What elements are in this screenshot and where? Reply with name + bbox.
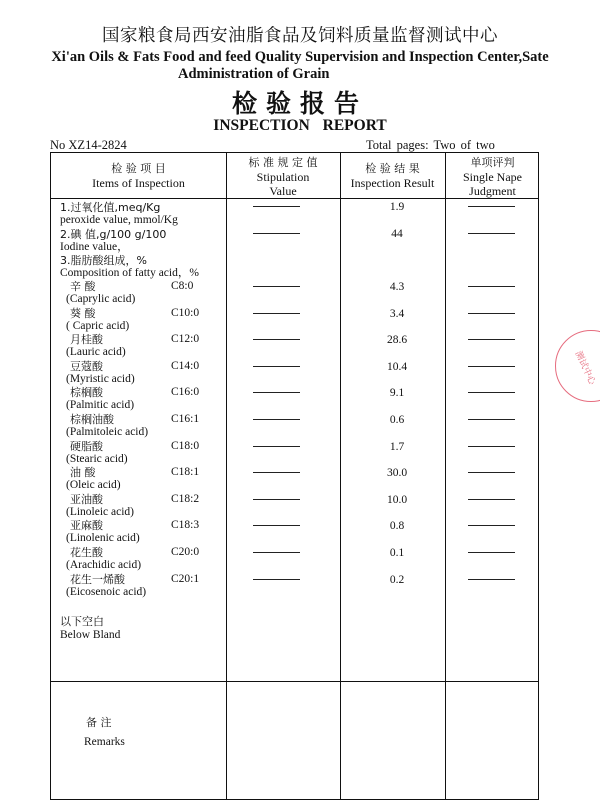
judgment-dash: [468, 313, 515, 314]
inspection-table: [50, 152, 539, 800]
header-result-cn: 检 验 结 果: [365, 162, 420, 175]
fatty-acid-name-en: (Myristic acid): [66, 372, 135, 385]
inspection-result: 4.3: [389, 281, 405, 293]
header-result-en: Inspection Result: [350, 176, 435, 190]
stipulation-dash: [253, 446, 300, 447]
fatty-acid-name-cn: 油 酸: [70, 466, 96, 480]
header-judgment: [445, 156, 540, 198]
stipulation-dash: [253, 552, 300, 553]
fatty-acid-name-en: (Linoleic acid): [66, 505, 135, 518]
stipulation-dash: [253, 366, 300, 367]
item-name-en: peroxide value, mmol/Kg: [60, 214, 178, 226]
fatty-acid-code: C16:0: [171, 386, 200, 399]
remarks-divider: [51, 681, 538, 682]
stipulation-dash: [253, 313, 300, 314]
fatty-acid-code: C10:0: [171, 306, 200, 319]
below-blank-en: Below Bland: [60, 629, 121, 641]
organization-name-en-line1: Xi'an Oils & Fats Food and feed Quality Supervision and Inspection Center,Sate: [51, 49, 549, 65]
fatty-acid-code: C20:0: [171, 546, 200, 558]
stipulation-dash: [253, 233, 300, 234]
stipulation-dash: [253, 472, 300, 473]
fatty-acid-name-cn: 豆蔻酸: [70, 359, 103, 373]
inspection-result: 10.0: [386, 493, 408, 506]
total-pages: Total pages: Two of two: [366, 138, 495, 152]
fatty-acid-name-en: (Stearic acid): [66, 452, 128, 465]
judgment-dash: [468, 579, 515, 580]
fatty-acid-name-cn: 葵 酸: [70, 306, 96, 320]
header-stipulation-en: Stipulation: [256, 170, 310, 184]
judgment-dash: [468, 499, 515, 500]
judgment-dash: [468, 339, 515, 340]
header-items: [51, 162, 226, 190]
fatty-acid-name-en: (Linolenic acid): [66, 532, 140, 545]
fatty-acid-code: C20:1: [171, 572, 200, 585]
fatty-acid-code: C18:0: [171, 439, 200, 452]
stipulation-dash: [253, 339, 300, 340]
header-result: [340, 162, 445, 190]
judgment-dash: [468, 525, 515, 526]
fatty-acid-name-en: (Palmitoleic acid): [66, 426, 149, 438]
fatty-acid-name-en: ( Capric acid): [66, 319, 130, 332]
inspection-result: 30.0: [386, 467, 408, 480]
stipulation-dash: [253, 286, 300, 287]
header-items-cn: 检 验 项 目: [111, 162, 166, 175]
remarks-label-en: Remarks: [84, 736, 125, 748]
fatty-acid-code: C18:2: [171, 492, 200, 505]
stipulation-dash: [253, 499, 300, 500]
stipulation-dash: [253, 579, 300, 580]
header-stipulation-en2: Value: [269, 184, 297, 198]
header-divider: [51, 198, 538, 199]
inspection-result: 1.7: [389, 440, 405, 453]
column-divider: [226, 153, 227, 799]
inspection-result: 28.6: [386, 334, 408, 347]
inspection-result: 10.4: [386, 360, 408, 373]
fatty-acid-name-en: (Palmitic acid): [66, 399, 135, 412]
fatty-acid-name-en: (Eicosenoic acid): [66, 585, 147, 598]
fatty-acid-code: C8:0: [171, 280, 194, 292]
inspection-result: 0.1: [389, 547, 405, 559]
header-judgment-en: Single Nape: [463, 170, 522, 184]
fatty-acid-name-cn: 棕榈酸: [70, 386, 103, 400]
fatty-acid-name-en: (Lauric acid): [66, 346, 126, 359]
fatty-acid-code: C12:0: [171, 333, 200, 346]
item-name-cn: 1.过氧化值,meq/Kg: [60, 201, 161, 214]
header-stipulation-cn: 标 准 规 定 值: [248, 156, 318, 169]
fatty-acid-name-cn: 花生一烯酸: [70, 572, 125, 586]
stipulation-dash: [253, 392, 300, 393]
fatty-acid-name-cn: 硬脂酸: [70, 439, 103, 453]
section-title-cn: 3.脂肪酸组成，%: [60, 254, 147, 267]
official-stamp: [555, 330, 600, 402]
item-name-cn: 2.碘 值,g/100 g/100: [60, 228, 167, 241]
judgment-dash: [468, 392, 515, 393]
fatty-acid-name-cn: 辛 酸: [70, 280, 96, 293]
report-title-en: INSPECTION REPORT: [213, 117, 387, 134]
inspection-result: 1.9: [389, 201, 405, 213]
section-title-en: Composition of fatty acid，%: [60, 267, 199, 279]
header-judgment-en2: Judgment: [469, 184, 516, 198]
fatty-acid-code: C16:1: [171, 413, 200, 425]
organization-name-cn: 国家粮食局西安油脂食品及饲料质量监督测试中心: [102, 26, 498, 46]
fatty-acid-name-cn: 棕榈油酸: [70, 413, 114, 426]
inspection-result: 0.6: [389, 414, 405, 426]
fatty-acid-name-en: (Arachidic acid): [66, 559, 142, 571]
judgment-dash: [468, 206, 515, 207]
below-blank-cn: 以下空白: [60, 615, 104, 628]
judgment-dash: [468, 552, 515, 553]
inspection-result: 44: [391, 228, 403, 240]
header-stipulation: [226, 156, 340, 198]
fatty-acid-name-cn: 亚油酸: [70, 492, 103, 506]
fatty-acid-code: C18:3: [171, 519, 200, 532]
inspection-result: 0.8: [389, 520, 405, 533]
fatty-acid-name-cn: 花生酸: [70, 546, 103, 559]
judgment-dash: [468, 366, 515, 367]
judgment-dash: [468, 286, 515, 287]
inspection-result: 0.2: [389, 573, 405, 586]
report-title-cn: 检验报告: [231, 89, 368, 118]
judgment-dash: [468, 446, 515, 447]
header-items-en: Items of Inspection: [92, 176, 185, 190]
fatty-acid-name-cn: 月桂酸: [70, 333, 103, 347]
item-name-en: Iodine value，: [60, 241, 129, 253]
report-number: No XZ14-2824: [50, 138, 127, 152]
fatty-acid-code: C14:0: [171, 359, 200, 372]
fatty-acid-name-en: (Caprylic acid): [66, 293, 136, 305]
judgment-dash: [468, 233, 515, 234]
judgment-dash: [468, 472, 515, 473]
fatty-acid-code: C18:1: [171, 466, 200, 479]
fatty-acid-name-en: (Oleic acid): [66, 479, 121, 492]
fatty-acid-name-cn: 亚麻酸: [70, 519, 103, 533]
organization-name-en-line2: Administration of Grain: [178, 66, 330, 82]
judgment-dash: [468, 419, 515, 420]
stipulation-dash: [253, 525, 300, 526]
stamp-text: 测试中心: [572, 349, 597, 387]
remarks-label-cn: 备 注: [86, 716, 112, 729]
stipulation-dash: [253, 419, 300, 420]
stipulation-dash: [253, 206, 300, 207]
header-judgment-cn: 单项评判: [470, 156, 515, 169]
inspection-result: 9.1: [389, 387, 405, 400]
inspection-result: 3.4: [389, 307, 405, 320]
